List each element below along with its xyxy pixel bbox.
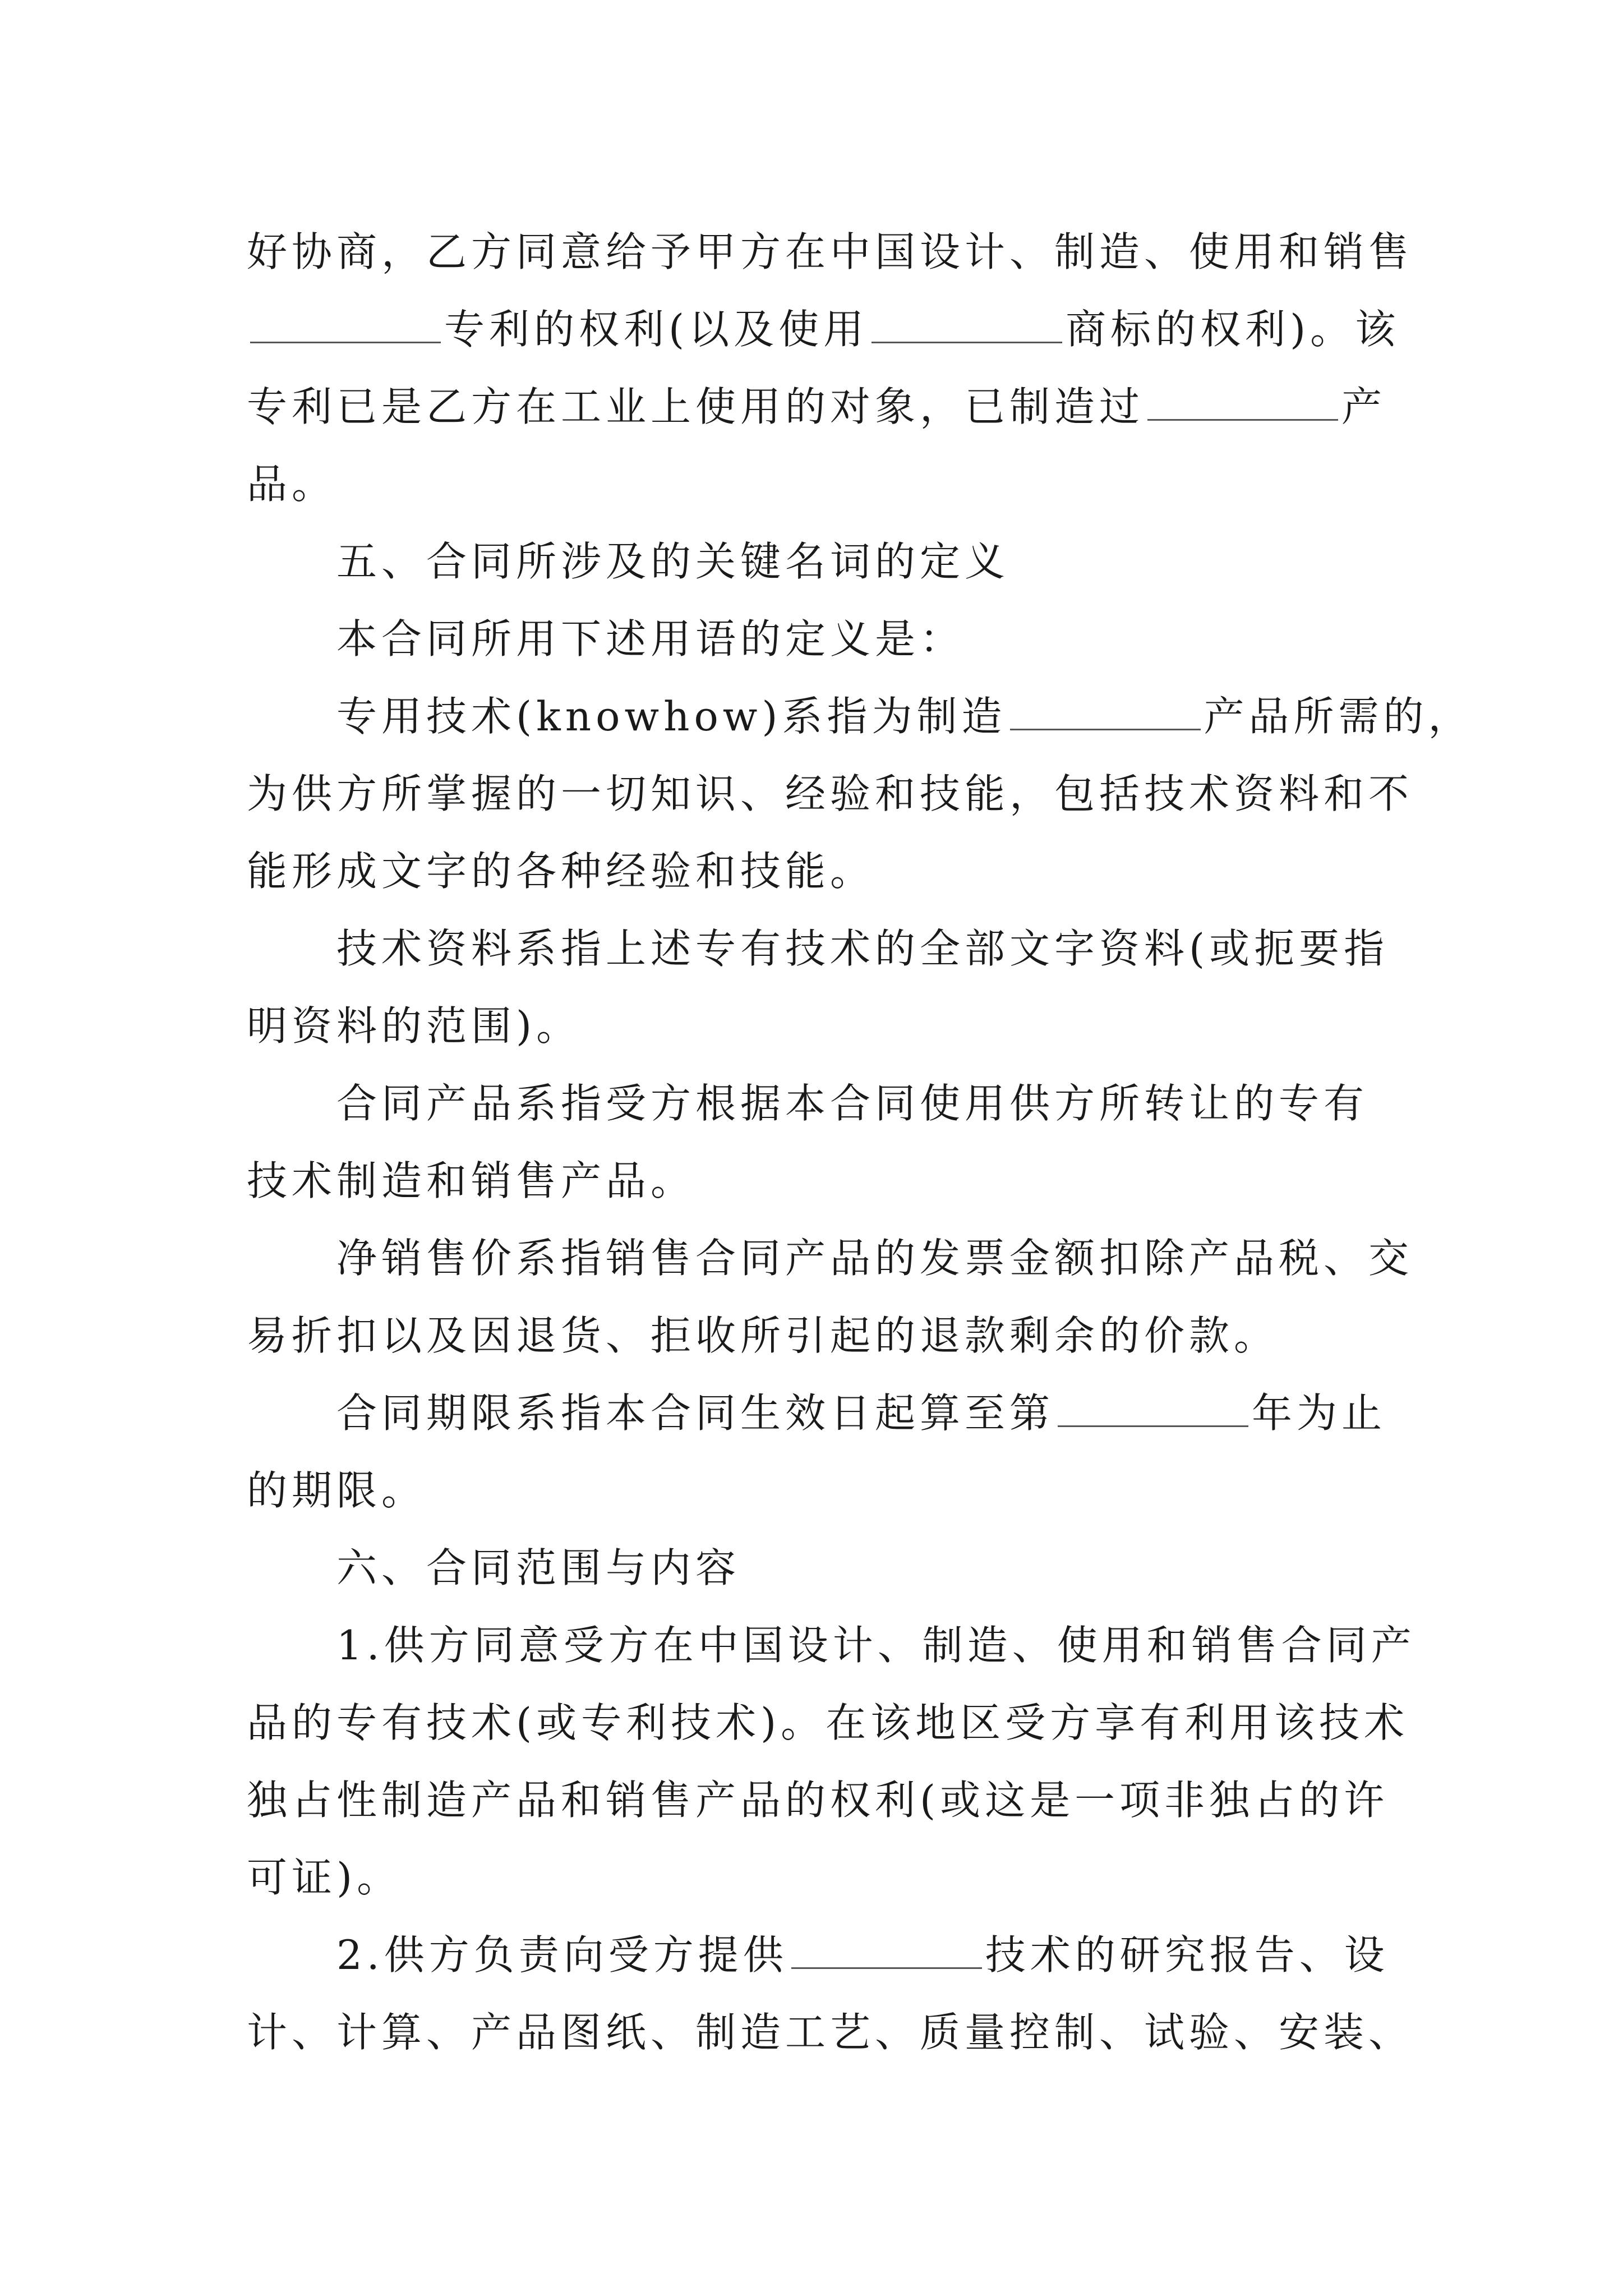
text-segment: 品。 xyxy=(247,461,337,508)
text-segment: 产品所需的， xyxy=(1204,693,1473,740)
text-segment: 2.供方负责向受方提供 xyxy=(336,1931,788,1978)
fill-blank[interactable] xyxy=(1147,376,1338,421)
text-segment: 专用技术(knowhow)系指为制造 xyxy=(336,693,1007,740)
text-segment: 产 xyxy=(1341,383,1387,430)
text-segment: 可证)。 xyxy=(247,1854,402,1901)
text-line xyxy=(247,213,1414,291)
text-line xyxy=(247,832,1391,910)
text-segment: 易折扣以及因退货、拒收所引起的退款剩余的价款。 xyxy=(247,1312,1279,1359)
text-line xyxy=(247,1839,1391,1916)
text-segment: 技术的研究报告、设 xyxy=(985,1931,1389,1978)
text-line xyxy=(247,755,1414,832)
text-segment: 的期限。 xyxy=(247,1467,427,1514)
text-segment: 技术制造和销售产品。 xyxy=(247,1157,696,1204)
text-segment: 合同产品系指受方根据本合同使用供方所转让的专有 xyxy=(336,1080,1369,1127)
text-line xyxy=(247,910,1391,987)
text-segment: 六、合同范围与内容 xyxy=(336,1544,741,1591)
text-line xyxy=(247,1994,1414,2071)
text-segment: 本合同所用下述用语的定义是： xyxy=(336,615,965,662)
text-segment: 商标的权利)。该 xyxy=(1066,306,1400,353)
text-line xyxy=(247,1607,1416,1684)
text-segment: 能形成文字的各种经验和技能。 xyxy=(247,848,875,895)
section-heading xyxy=(247,523,1391,600)
text-segment: 明资料的范围)。 xyxy=(247,1002,582,1050)
text-line xyxy=(247,368,1391,445)
text-segment: 五、合同所涉及的关键名词的定义 xyxy=(336,538,1010,585)
text-line xyxy=(247,678,1473,755)
text-segment: 1.供方同意受方在中国设计、制造、使用和销售合同产 xyxy=(336,1622,1416,1669)
text-line xyxy=(247,1916,1391,1994)
text-segment: 专利的权利(以及使用 xyxy=(444,306,869,353)
text-line xyxy=(247,1297,1391,1374)
document-page xyxy=(247,213,1473,2071)
text-segment: 专利已是乙方在工业上使用的对象，已制造过 xyxy=(247,383,1145,430)
text-segment: 独占性制造产品和销售产品的权利(或这是一项非独占的许 xyxy=(247,1777,1389,1824)
text-segment: 技术资料系指上述专有技术的全部文字资料(或扼要指 xyxy=(336,925,1389,972)
text-line xyxy=(247,291,1400,368)
fill-blank[interactable] xyxy=(791,1925,982,1969)
text-segment: 年为止 xyxy=(1252,1389,1387,1437)
text-segment: 品的专有技术(或专利技术)。在该地区受方享有利用该技术 xyxy=(247,1699,1409,1746)
fill-blank[interactable] xyxy=(872,299,1062,343)
section-heading xyxy=(247,1529,1391,1607)
text-line xyxy=(247,1684,1409,1761)
text-line xyxy=(247,987,1391,1065)
text-line xyxy=(247,1761,1391,1839)
fill-blank[interactable] xyxy=(1010,686,1201,730)
text-line xyxy=(247,1374,1391,1452)
fill-blank[interactable] xyxy=(250,299,441,343)
text-line xyxy=(247,1142,1391,1220)
text-segment: 合同期限系指本合同生效日起算至第 xyxy=(336,1389,1055,1437)
text-line xyxy=(247,600,1391,678)
text-segment: 为供方所掌握的一切知识、经验和技能，包括技术资料和不 xyxy=(247,770,1414,817)
text-line xyxy=(247,1220,1414,1297)
text-segment: 好协商，乙方同意给予甲方在中国设计、制造、使用和销售 xyxy=(247,228,1414,275)
text-line xyxy=(247,1452,1391,1529)
text-line xyxy=(247,1065,1391,1142)
fill-blank[interactable] xyxy=(1058,1383,1248,1427)
text-line xyxy=(247,445,1391,523)
text-segment: 计、计算、产品图纸、制造工艺、质量控制、试验、安装、 xyxy=(247,2009,1414,2056)
text-segment: 净销售价系指销售合同产品的发票金额扣除产品税、交 xyxy=(336,1235,1414,1282)
